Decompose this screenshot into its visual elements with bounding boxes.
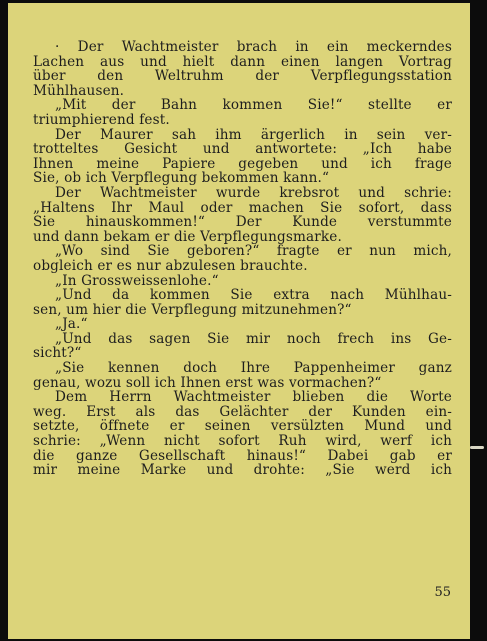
text-line: „Ja.“	[55, 316, 88, 333]
page-number: 55	[434, 585, 451, 600]
text-line: sicht?“	[33, 345, 82, 362]
text-line: die ganze Gesellschaft hinaus!“ Dabei gab er	[33, 447, 452, 464]
text-line: „Wo sind Sie geboren?“ fragte er nun mich,	[55, 243, 452, 260]
text-line: genau, wozu soll ich Ihnen erst was vormachen?“	[33, 374, 382, 391]
text-line: Der Maurer sah ihm ärgerlich in sein ver-	[55, 126, 452, 143]
text-line: weg. Erst als das Gelächter der Kunden ein-	[33, 403, 452, 420]
text-line: triumphierend fest.	[33, 111, 170, 128]
text-line: „Sie kennen doch Ihre Pappenheimer ganz	[55, 360, 452, 377]
text-line: setzte, öffnete er seinen versülzten Mund und	[33, 418, 452, 435]
text-line: und dann bekam er die Verpflegungsmarke.	[33, 228, 342, 245]
text-line: Dem Herrn Wachtmeister blieben die Worte	[55, 389, 452, 406]
text-line: über den Weltruhm der Verpflegungsstation	[33, 68, 452, 85]
text-line: sen, um hier die Verpflegung mitzunehmen?“	[33, 301, 352, 318]
edge-smudge	[470, 446, 484, 449]
text-line: obgleich er es nur abzulesen brauchte.	[33, 257, 308, 274]
text-line: Der Wachtmeister wurde krebsrot und schrie:	[55, 184, 452, 201]
text-line: „In Grossweissenlohe.“	[55, 272, 219, 289]
text-line: „Haltens Ihr Maul oder machen Sie sofort, dass	[33, 199, 452, 216]
text-line: Lachen aus und hielt dann einen langen Vortrag	[33, 53, 452, 70]
text-line: mir meine Marke und drohte: „Sie werd ich	[33, 462, 452, 479]
text-line: trotteltes Gesicht und antwortete: „Ich habe	[33, 141, 452, 158]
text-line: · Der Wachtmeister brach in ein meckerndes	[55, 39, 452, 55]
text-line: „Und das sagen Sie mir noch frech ins Ge-	[55, 330, 452, 347]
text-line: „Mit der Bahn kommen Sie!“ stellte er	[55, 97, 452, 114]
text-line: „Und da kommen Sie extra nach Mühlhau-	[55, 287, 452, 304]
text-line: Sie, ob ich Verpflegung bekommen kann.“	[33, 170, 330, 187]
text-line: Ihnen meine Papiere gegeben und ich frage	[33, 155, 452, 172]
text-line: Sie hinauskommen!“ Der Kunde verstummte	[33, 214, 452, 231]
page-text-block	[33, 40, 452, 478]
text-line: schrie: „Wenn nicht sofort Ruh wird, werf ich	[33, 433, 452, 450]
book-page	[8, 3, 470, 639]
text-line: Mühlhausen.	[33, 82, 125, 99]
